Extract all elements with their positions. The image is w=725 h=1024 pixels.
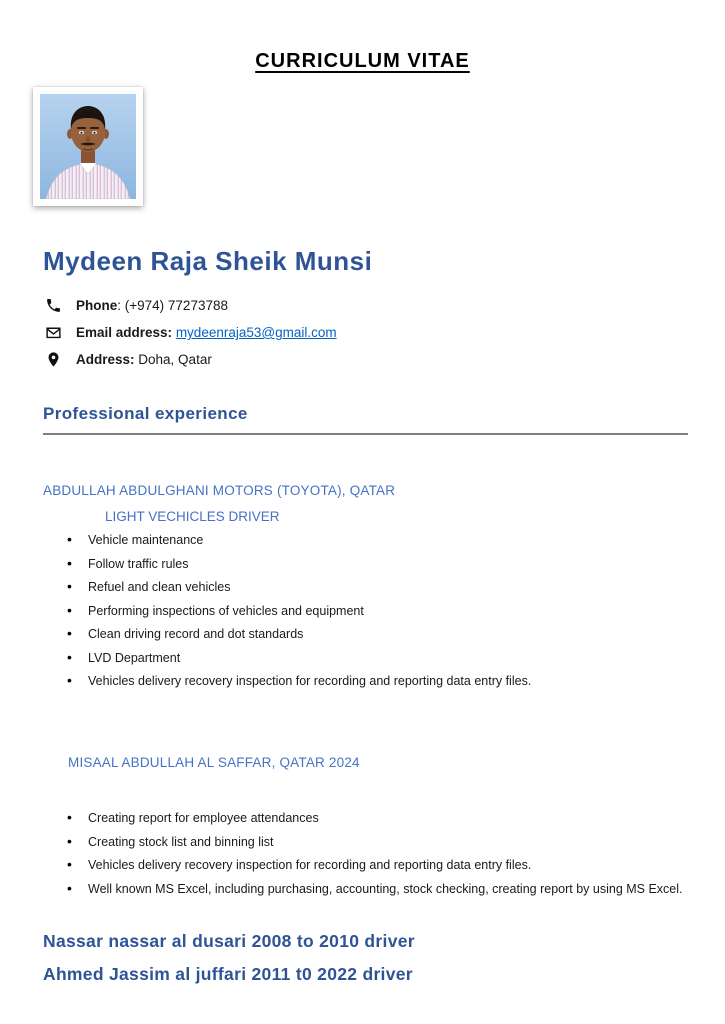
address-value: Doha, Qatar (138, 352, 212, 367)
job-role-1: LIGHT VECHICLES DRIVER (105, 509, 280, 524)
experience-section-heading: Professional experience (43, 404, 688, 435)
phone-icon (45, 297, 62, 314)
bullet-item: • Vehicles delivery recovery inspection for recording and reporting data entry files. (67, 675, 531, 688)
email-icon (45, 324, 62, 341)
prior-job-line-2: Ahmed Jassim al juffari 2011 t0 2022 driver (43, 964, 413, 984)
contact-row-phone (45, 296, 337, 315)
address-text (76, 352, 212, 367)
bullet-item: • Clean driving record and dot standards (67, 628, 531, 641)
experience-bullets-2 (67, 812, 683, 906)
phone-value: : (+974) 77273788 (117, 298, 228, 313)
bullet-item: • Creating report for employee attendances (67, 812, 683, 825)
contact-block (45, 296, 337, 377)
company-name-2: MISAAL ABDULLAH AL SAFFAR, QATAR 2024 (68, 755, 360, 770)
bullet-item: • Vehicle maintenance (67, 534, 531, 547)
bullet-item: • LVD Department (67, 652, 531, 665)
phone-label: Phone (76, 298, 118, 313)
experience-bullets-1 (67, 534, 531, 699)
profile-photo (33, 87, 143, 206)
email-link[interactable]: mydeenraja53@gmail.com (175, 325, 337, 340)
email-text (76, 325, 337, 340)
contact-row-address (45, 350, 337, 369)
location-pin-icon (45, 351, 62, 368)
contact-row-email (45, 323, 337, 342)
bullet-item: • Follow traffic rules (67, 558, 531, 571)
address-label: Address: (76, 352, 135, 367)
bullet-item: • Well known MS Excel, including purchasing, accounting, stock checking, creating report by using MS Excel. (67, 883, 683, 896)
bullet-item: • Creating stock list and binning list (67, 836, 683, 849)
bullet-item: • Refuel and clean vehicles (67, 581, 531, 594)
document-title (0, 50, 725, 73)
prior-job-line-1: Nassar nassar al dusari 2008 to 2010 driver (43, 931, 415, 951)
phone-text (76, 298, 228, 313)
company-name-1: ABDULLAH ABDULGHANI MOTORS (TOYOTA), QATAR (43, 483, 396, 498)
bullet-item: • Vehicles delivery recovery inspection for recording and reporting data entry files. (67, 859, 683, 872)
document-title-text: CURRICULUM VITAE (255, 50, 470, 72)
email-label: Email address: (76, 325, 173, 340)
profile-photo-illustration (40, 94, 136, 199)
bullet-item: • Performing inspections of vehicles and equipment (67, 605, 531, 618)
person-name: Mydeen Raja Sheik Munsi (43, 246, 373, 276)
